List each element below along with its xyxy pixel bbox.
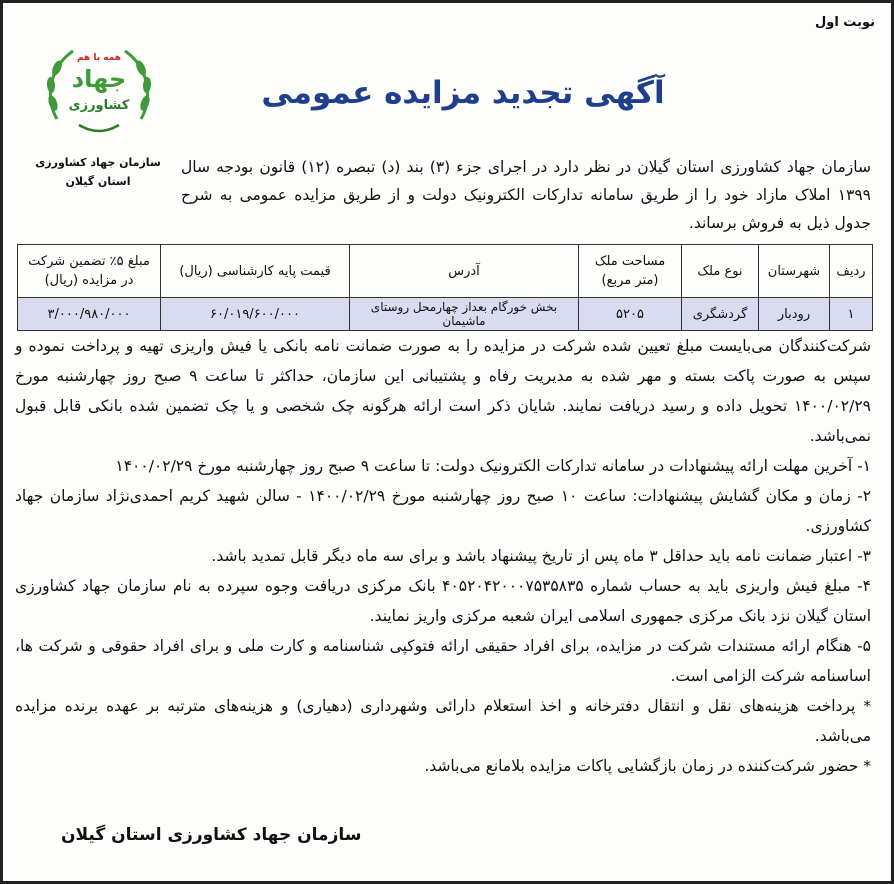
cell-guarantee-amount: ۳/۰۰۰/۹۸۰/۰۰۰	[18, 298, 161, 331]
logo-main-text: جهاد	[71, 65, 127, 93]
note-item-2: * حضور شرکت‌کننده در زمان بازگشایی پاکات مزایده بلامانع می‌باشد.	[424, 757, 871, 775]
logo-top-text: همه با هم	[76, 53, 122, 63]
round-label: نوبت اول	[814, 15, 875, 30]
intro-paragraph: سازمان جهاد کشاورزی استان گیلان در نظر دارد در اجرای جزء (۳) بند (د) تبصره (۱۲) قانون بودجه سال ۱۳۹۹ املاک مازاد خود را از طریق سامانه تدارکات الکترونیک دولت و از طریق مزایده عمومی به شرح جدول ذیل به فروش برساند.	[181, 158, 871, 232]
cell-address: بخش خورگام بعداز چهارمحل روستای ماشیمان	[350, 298, 579, 331]
table-header-row	[18, 245, 873, 298]
cell-property-type: گردشگری	[682, 298, 759, 331]
list-item-2: ۲- زمان و مکان گشایش پیشنهادات: ساعت ۱۰ صبح روز چهارشنبه مورخ ۱۴۰۰/۰۲/۲۹ - سالن شهید کریم احمدی‌نژاد سازمان جهاد کشاورزی.	[15, 487, 872, 535]
header-address: آدرس	[350, 245, 579, 298]
main-paragraph: شرکت‌کنندگان می‌بایست مبلغ تعیین شده شرکت در مزایده را به صورت ضمانت نامه بانکی یا فیش واریزی تهیه و پرداخت نموده و سپس به صورت پاکت بسته و مهر شده به مدیریت رفاه و پشتیبانی این سازمان، حداکثر تا ساعت ۹ صبح روز چهارشنبه مورخ ۱۴۰۰/۰۲/۲۹ تحویل داده و رسید دریافت نمایند. شایان ذکر است ارائه هرگونه چک شخصی و یا چک تضمین شده بانکی قابل قبول نمی‌باشد.	[15, 337, 871, 445]
list-item-4: ۴- مبلغ فیش واریزی باید به حساب شماره ۴۰۵۲۰۴۲۰۰۰۷۵۳۵۸۳۵ بانک مرکزی دریافت وجوه سپرده به نام سازمان جهاد کشاورزی استان گیلان نزد بانک مرکزی جمهوری اسلامی ایران شعبه مرکزی واریز نمایند.	[15, 577, 871, 625]
header-guarantee-amount: مبلغ ۵٪ تضمین شرکت در مزایده (ریال)	[18, 245, 161, 298]
table-row	[18, 298, 873, 331]
property-table	[17, 244, 873, 331]
header-property-type: نوع ملک	[682, 245, 759, 298]
cell-city: رودبار	[759, 298, 830, 331]
list-item-5: ۵- هنگام ارائه مستندات شرکت در مزایده، برای افراد حقیقی ارائه فتوکپی شناسنامه و کارت ملی و برای افراد حقوقی و شرکت ها، اساسنامه شرکت الزامی است.	[15, 637, 871, 685]
logo-sub-text: کشاورزی	[68, 98, 130, 113]
list-item-3: ۳- اعتبار ضمانت نامه باید حداقل ۳ ماه پس از تاریخ پیشنهاد باشد و برای سه ماه دیگر قابل تمدید باشد.	[211, 547, 871, 565]
header-city: شهرستان	[759, 245, 830, 298]
org-line-1: سازمان جهاد کشاورزی	[35, 156, 161, 169]
signature-organization: سازمان جهاد کشاورزی استان گیلان	[61, 825, 362, 845]
header-row-number: ردیف	[830, 245, 873, 298]
cell-base-price: ۶۰/۰۱۹/۶۰۰/۰۰۰	[161, 298, 350, 331]
terms-section	[15, 331, 871, 781]
list-item-1: ۱- آخرین مهلت ارائه پیشنهادات در سامانه تدارکات الکترونیک دولت: تا ساعت ۹ صبح روز چهارشنبه مورخ ۱۴۰۰/۰۲/۲۹	[115, 457, 871, 475]
cell-row-number: ۱	[830, 298, 873, 331]
header-area: مساحت ملک (متر مربع)	[579, 245, 682, 298]
page-title: آگهی تجدید مزایده عمومی	[261, 75, 665, 111]
note-item-1: * پرداخت هزینه‌های نقل و انتقال دفترخانه و اخذ استعلام دارائی وشهرداری (دهیاری) و هزینه‌های مترتبه بر عهده برنده مزایده می‌باشد.	[15, 697, 871, 745]
header-base-price: قیمت پایه کارشناسی (ریال)	[161, 245, 350, 298]
org-line-2: استان گیلان	[65, 175, 131, 188]
cell-area: ۵۲۰۵	[579, 298, 682, 331]
logo-organization-name	[28, 153, 168, 191]
